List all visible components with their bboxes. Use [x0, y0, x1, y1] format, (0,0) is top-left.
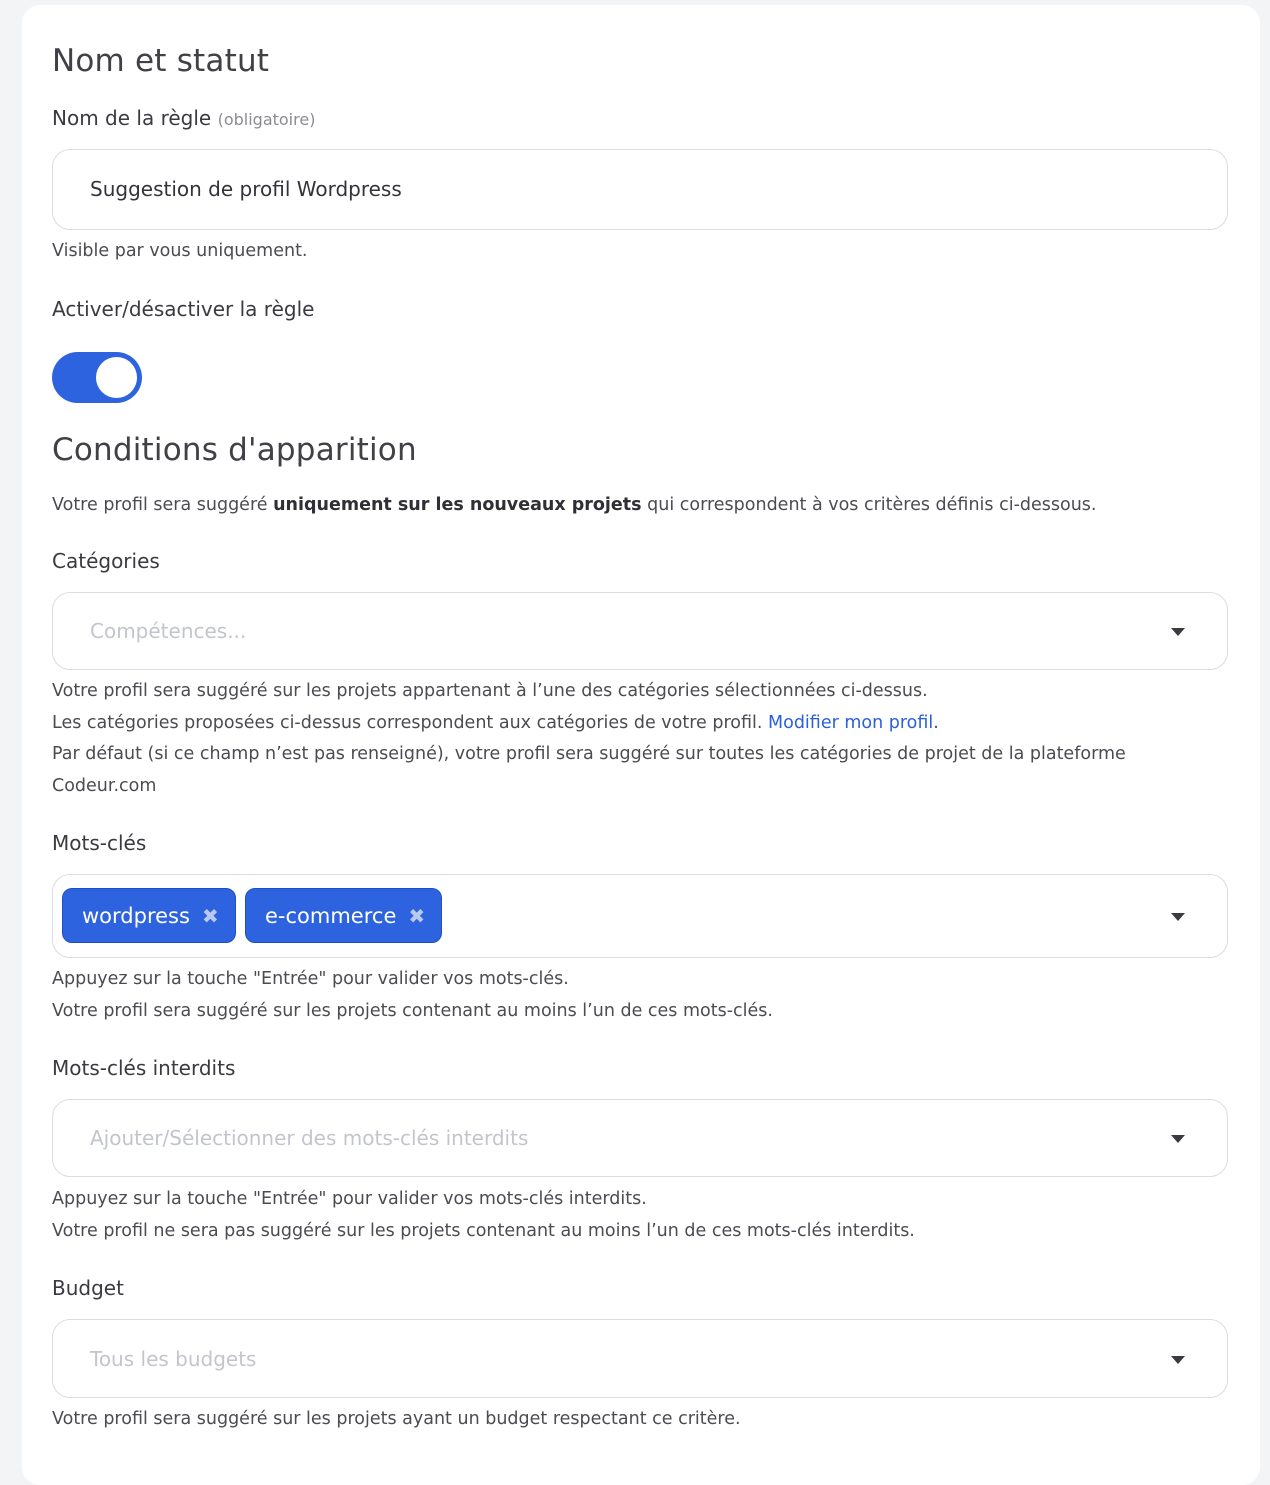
categories-placeholder: Compétences...	[90, 619, 247, 643]
categories-help-line2	[52, 708, 1202, 740]
toggle-label: Activer/désactiver la règle	[52, 297, 315, 321]
intro-text-bold: uniquement sur les nouveaux projets	[273, 495, 642, 515]
categories-help-line3: Par défaut (si ce champ n’est pas renseigné), votre profil sera suggéré sur toutes les catégories de projet de la plateforme Codeur.com	[52, 744, 1126, 796]
chevron-down-icon[interactable]	[1171, 628, 1185, 636]
required-hint: (obligatoire)	[217, 110, 316, 129]
categories-help-line1: Votre profil sera suggéré sur les projets appartenant à l’une des catégories sélectionnées ci-dessus.	[52, 681, 928, 701]
keywords-help	[52, 964, 1232, 1027]
edit-profile-link[interactable]: Modifier mon profil	[768, 712, 934, 733]
rule-active-toggle[interactable]	[52, 352, 142, 403]
keyword-tag-label: wordpress	[82, 903, 190, 928]
intro-text-end: qui correspondent à vos critères définis ci-dessous.	[641, 495, 1097, 515]
categories-help-line2-text: Les catégories proposées ci-dessus correspondent aux catégories de votre profil.	[52, 712, 769, 733]
rule-name-input[interactable]	[52, 149, 1228, 230]
keywords-label: Mots-clés	[52, 831, 147, 855]
section-title-conditions: Conditions d'apparition	[52, 432, 417, 468]
budget-label: Budget	[52, 1276, 124, 1300]
forbidden-help-line2: Votre profil ne sera pas suggéré sur les projets contenant au moins l’un de ces mots-clés interdits.	[52, 1220, 915, 1241]
remove-tag-icon[interactable]: ✖	[408, 903, 426, 928]
intro-text-start: Votre profil sera suggéré	[52, 495, 274, 515]
keyword-tag	[245, 888, 442, 943]
rule-name-value: Suggestion de profil Wordpress	[90, 177, 402, 201]
rule-name-help: Visible par vous uniquement.	[52, 241, 308, 261]
forbidden-keywords-label: Mots-clés interdits	[52, 1056, 236, 1080]
chevron-down-icon[interactable]	[1171, 913, 1185, 921]
chevron-down-icon[interactable]	[1171, 1135, 1185, 1143]
rule-name-label	[52, 106, 315, 130]
budget-help: Votre profil sera suggéré sur les projets ayant un budget respectant ce critère.	[52, 1409, 741, 1429]
toggle-knob	[96, 357, 137, 398]
categories-help	[52, 676, 1202, 802]
categories-select[interactable]	[52, 592, 1228, 670]
keywords-help-line1: Appuyez sur la touche "Entrée" pour valider vos mots-clés.	[52, 969, 569, 989]
section-title-name-status: Nom et statut	[52, 43, 270, 79]
categories-help-line2-end: .	[933, 712, 939, 733]
remove-tag-icon[interactable]: ✖	[201, 903, 219, 928]
conditions-intro	[52, 490, 1232, 522]
rule-form-card	[22, 5, 1260, 1485]
forbidden-help-line1: Appuyez sur la touche "Entrée" pour valider vos mots-clés interdits.	[52, 1189, 647, 1209]
keyword-tag	[62, 888, 236, 943]
forbidden-keywords-help	[52, 1184, 1232, 1247]
forbidden-keywords-placeholder: Ajouter/Sélectionner des mots-clés interdits	[90, 1126, 529, 1150]
chevron-down-icon[interactable]	[1171, 1356, 1185, 1364]
keywords-input[interactable]	[52, 874, 1228, 958]
rule-name-label-text: Nom de la règle	[52, 106, 212, 130]
categories-label: Catégories	[52, 549, 160, 573]
forbidden-keywords-input[interactable]	[52, 1099, 1228, 1177]
budget-placeholder: Tous les budgets	[90, 1347, 257, 1371]
keyword-tag-label: e-commerce	[265, 903, 397, 928]
keywords-help-line2: Votre profil sera suggéré sur les projets contenant au moins l’un de ces mots-clés.	[52, 1000, 773, 1021]
budget-select[interactable]	[52, 1319, 1228, 1398]
